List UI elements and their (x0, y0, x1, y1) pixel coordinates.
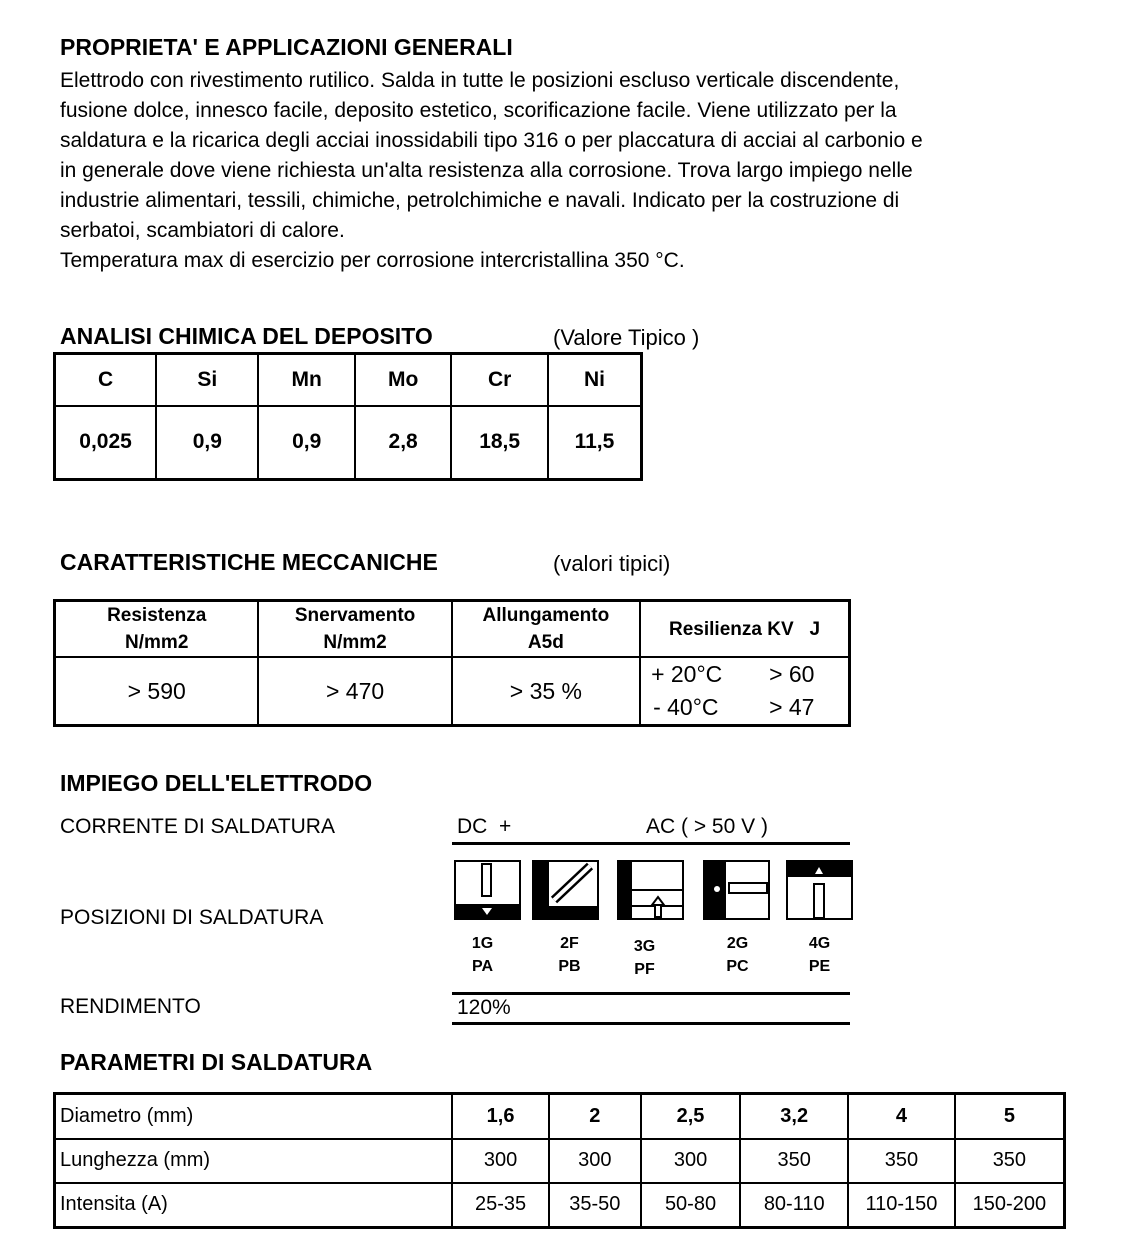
chem-header-cell: Cr (451, 354, 548, 406)
params-cell: 350 (848, 1139, 955, 1183)
params-cell: 300 (549, 1139, 641, 1183)
current-underline (452, 842, 850, 845)
params-cell: 300 (452, 1139, 549, 1183)
position-4g-icon (786, 860, 853, 920)
mech-value-cell: > 590 (55, 657, 259, 726)
position-iso: PF (634, 961, 655, 978)
chem-value-cell: 0,9 (156, 406, 258, 480)
params-row-label: Diametro (mm) (55, 1094, 453, 1139)
description-line: industrie alimentari, tessili, chimiche, petrolchimiche e navali. Indicato per la costruzione di (60, 189, 900, 212)
mech-header-text: Resistenza (107, 605, 207, 626)
params-cell: 300 (641, 1139, 741, 1183)
chem-header-cell: Mn (258, 354, 354, 406)
mech-header-cell (55, 601, 259, 658)
params-row-label: Lunghezza (mm) (55, 1139, 453, 1183)
chem-header-row (55, 354, 642, 406)
params-section-title: PARAMETRI DI SALDATURA (60, 1049, 373, 1075)
position-code: 4G (808, 935, 831, 952)
general-description (60, 66, 1070, 276)
chem-value-cell: 0,9 (258, 406, 354, 480)
position-iso: PE (808, 958, 831, 975)
params-cell: 150-200 (955, 1183, 1065, 1228)
params-cell: 4 (848, 1094, 955, 1139)
params-cell: 350 (955, 1139, 1065, 1183)
mech-header-cell (258, 601, 451, 658)
mech-section-note: (valori tipici) (553, 551, 671, 576)
params-cell: 25-35 (452, 1183, 549, 1228)
params-row-label: Intensita (A) (55, 1183, 453, 1228)
use-section-title: IMPIEGO DELL'ELETTRODO (60, 770, 373, 796)
params-cell: 2,5 (641, 1094, 741, 1139)
chem-header-cell: C (55, 354, 157, 406)
chem-value-cell: 11,5 (548, 406, 642, 480)
current-dc: DC + (457, 815, 512, 838)
params-row (55, 1183, 1065, 1228)
params-row (55, 1094, 1065, 1139)
mech-header-text: Snervamento (294, 605, 416, 626)
position-3g-icon (617, 860, 684, 920)
mech-section-title: CARATTERISTICHE MECCANICHE (60, 549, 438, 575)
mech-header-text: Allungamento (482, 605, 610, 626)
resilience-value: > 60 (769, 661, 815, 687)
mech-header-text: Resilienza KV J (669, 618, 821, 640)
position-2f-icon (532, 860, 599, 920)
mech-header-unit: A5d (527, 632, 564, 653)
position-label (704, 932, 771, 978)
params-cell: 5 (955, 1094, 1065, 1139)
chem-value-cell: 2,8 (355, 406, 451, 480)
chem-table (53, 352, 643, 481)
mech-value-cell: > 35 % (452, 657, 640, 726)
chem-section-title: ANALISI CHIMICA DEL DEPOSITO (60, 323, 433, 349)
chem-value-cell: 18,5 (451, 406, 548, 480)
chem-section-note: (Valore Tipico ) (553, 325, 700, 350)
yield-value: 120% (457, 996, 511, 1019)
mech-resilience-cell (640, 657, 849, 726)
position-label (611, 935, 678, 981)
params-cell: 80-110 (740, 1183, 848, 1228)
params-cell: 2 (549, 1094, 641, 1139)
params-cell: 35-50 (549, 1183, 641, 1228)
position-label (449, 932, 516, 978)
mech-header-cell (640, 601, 849, 658)
resilience-line (641, 691, 848, 724)
chem-header-cell: Si (156, 354, 258, 406)
resilience-value: > 47 (769, 694, 815, 720)
description-line: in generale dove viene richiesta un'alta resistenza alla corrosione. Trova largo impiego nelle (60, 159, 913, 182)
params-cell: 1,6 (452, 1094, 549, 1139)
description-line: Elettrodo con rivestimento rutilico. Salda in tutte le posizioni escluso verticale discendente, (60, 69, 900, 92)
chem-header-cell: Ni (548, 354, 642, 406)
chem-header-cell: Mo (355, 354, 451, 406)
position-code: 1G (471, 935, 494, 952)
description-line: serbatoi, scambiatori di calore. (60, 219, 345, 242)
position-code: 2F (560, 935, 579, 952)
mech-value-cell: > 470 (258, 657, 451, 726)
description-line: saldatura e la ricarica degli acciai inossidabili tipo 316 o per placcatura di acciai al carbonio e (60, 129, 923, 152)
params-cell: 350 (740, 1139, 848, 1183)
yield-bottom-rule (452, 1022, 850, 1025)
resilience-line (641, 658, 848, 691)
position-label (786, 932, 853, 978)
mech-header-unit: N/mm2 (323, 632, 387, 653)
current-ac: AC ( > 50 V ) (646, 815, 768, 838)
position-iso: PB (558, 958, 581, 975)
position-1g-icon (454, 860, 521, 920)
position-2g-icon (703, 860, 770, 920)
mech-value-row (55, 657, 850, 726)
params-cell: 50-80 (641, 1183, 741, 1228)
params-cell: 110-150 (848, 1183, 955, 1228)
resilience-temp: + 20°C (651, 661, 723, 687)
description-line: fusione dolce, innesco facile, deposito estetico, scorificazione facile. Viene utilizzato per la (60, 99, 897, 122)
yield-label: RENDIMENTO (60, 995, 201, 1018)
params-row (55, 1139, 1065, 1183)
positions-label: POSIZIONI DI SALDATURA (60, 906, 324, 929)
position-code: 2G (726, 935, 749, 952)
position-iso: PA (471, 958, 494, 975)
mech-header-unit: N/mm2 (125, 632, 189, 653)
mech-header-cell (452, 601, 640, 658)
mech-table (53, 599, 851, 727)
position-code: 3G (633, 938, 656, 955)
resilience-temp: - 40°C (653, 694, 719, 720)
general-section-title: PROPRIETA' E APPLICAZIONI GENERALI (60, 34, 513, 60)
description-line: Temperatura max di esercizio per corrosione intercristallina 350 °C. (60, 249, 685, 272)
position-label (536, 932, 603, 978)
position-iso: PC (726, 958, 749, 975)
params-table (53, 1092, 1066, 1229)
yield-top-rule (452, 992, 850, 995)
chem-value-cell: 0,025 (55, 406, 157, 480)
chem-value-row (55, 406, 642, 480)
mech-header-row (55, 601, 850, 658)
current-label: CORRENTE DI SALDATURA (60, 815, 335, 838)
params-cell: 3,2 (740, 1094, 848, 1139)
